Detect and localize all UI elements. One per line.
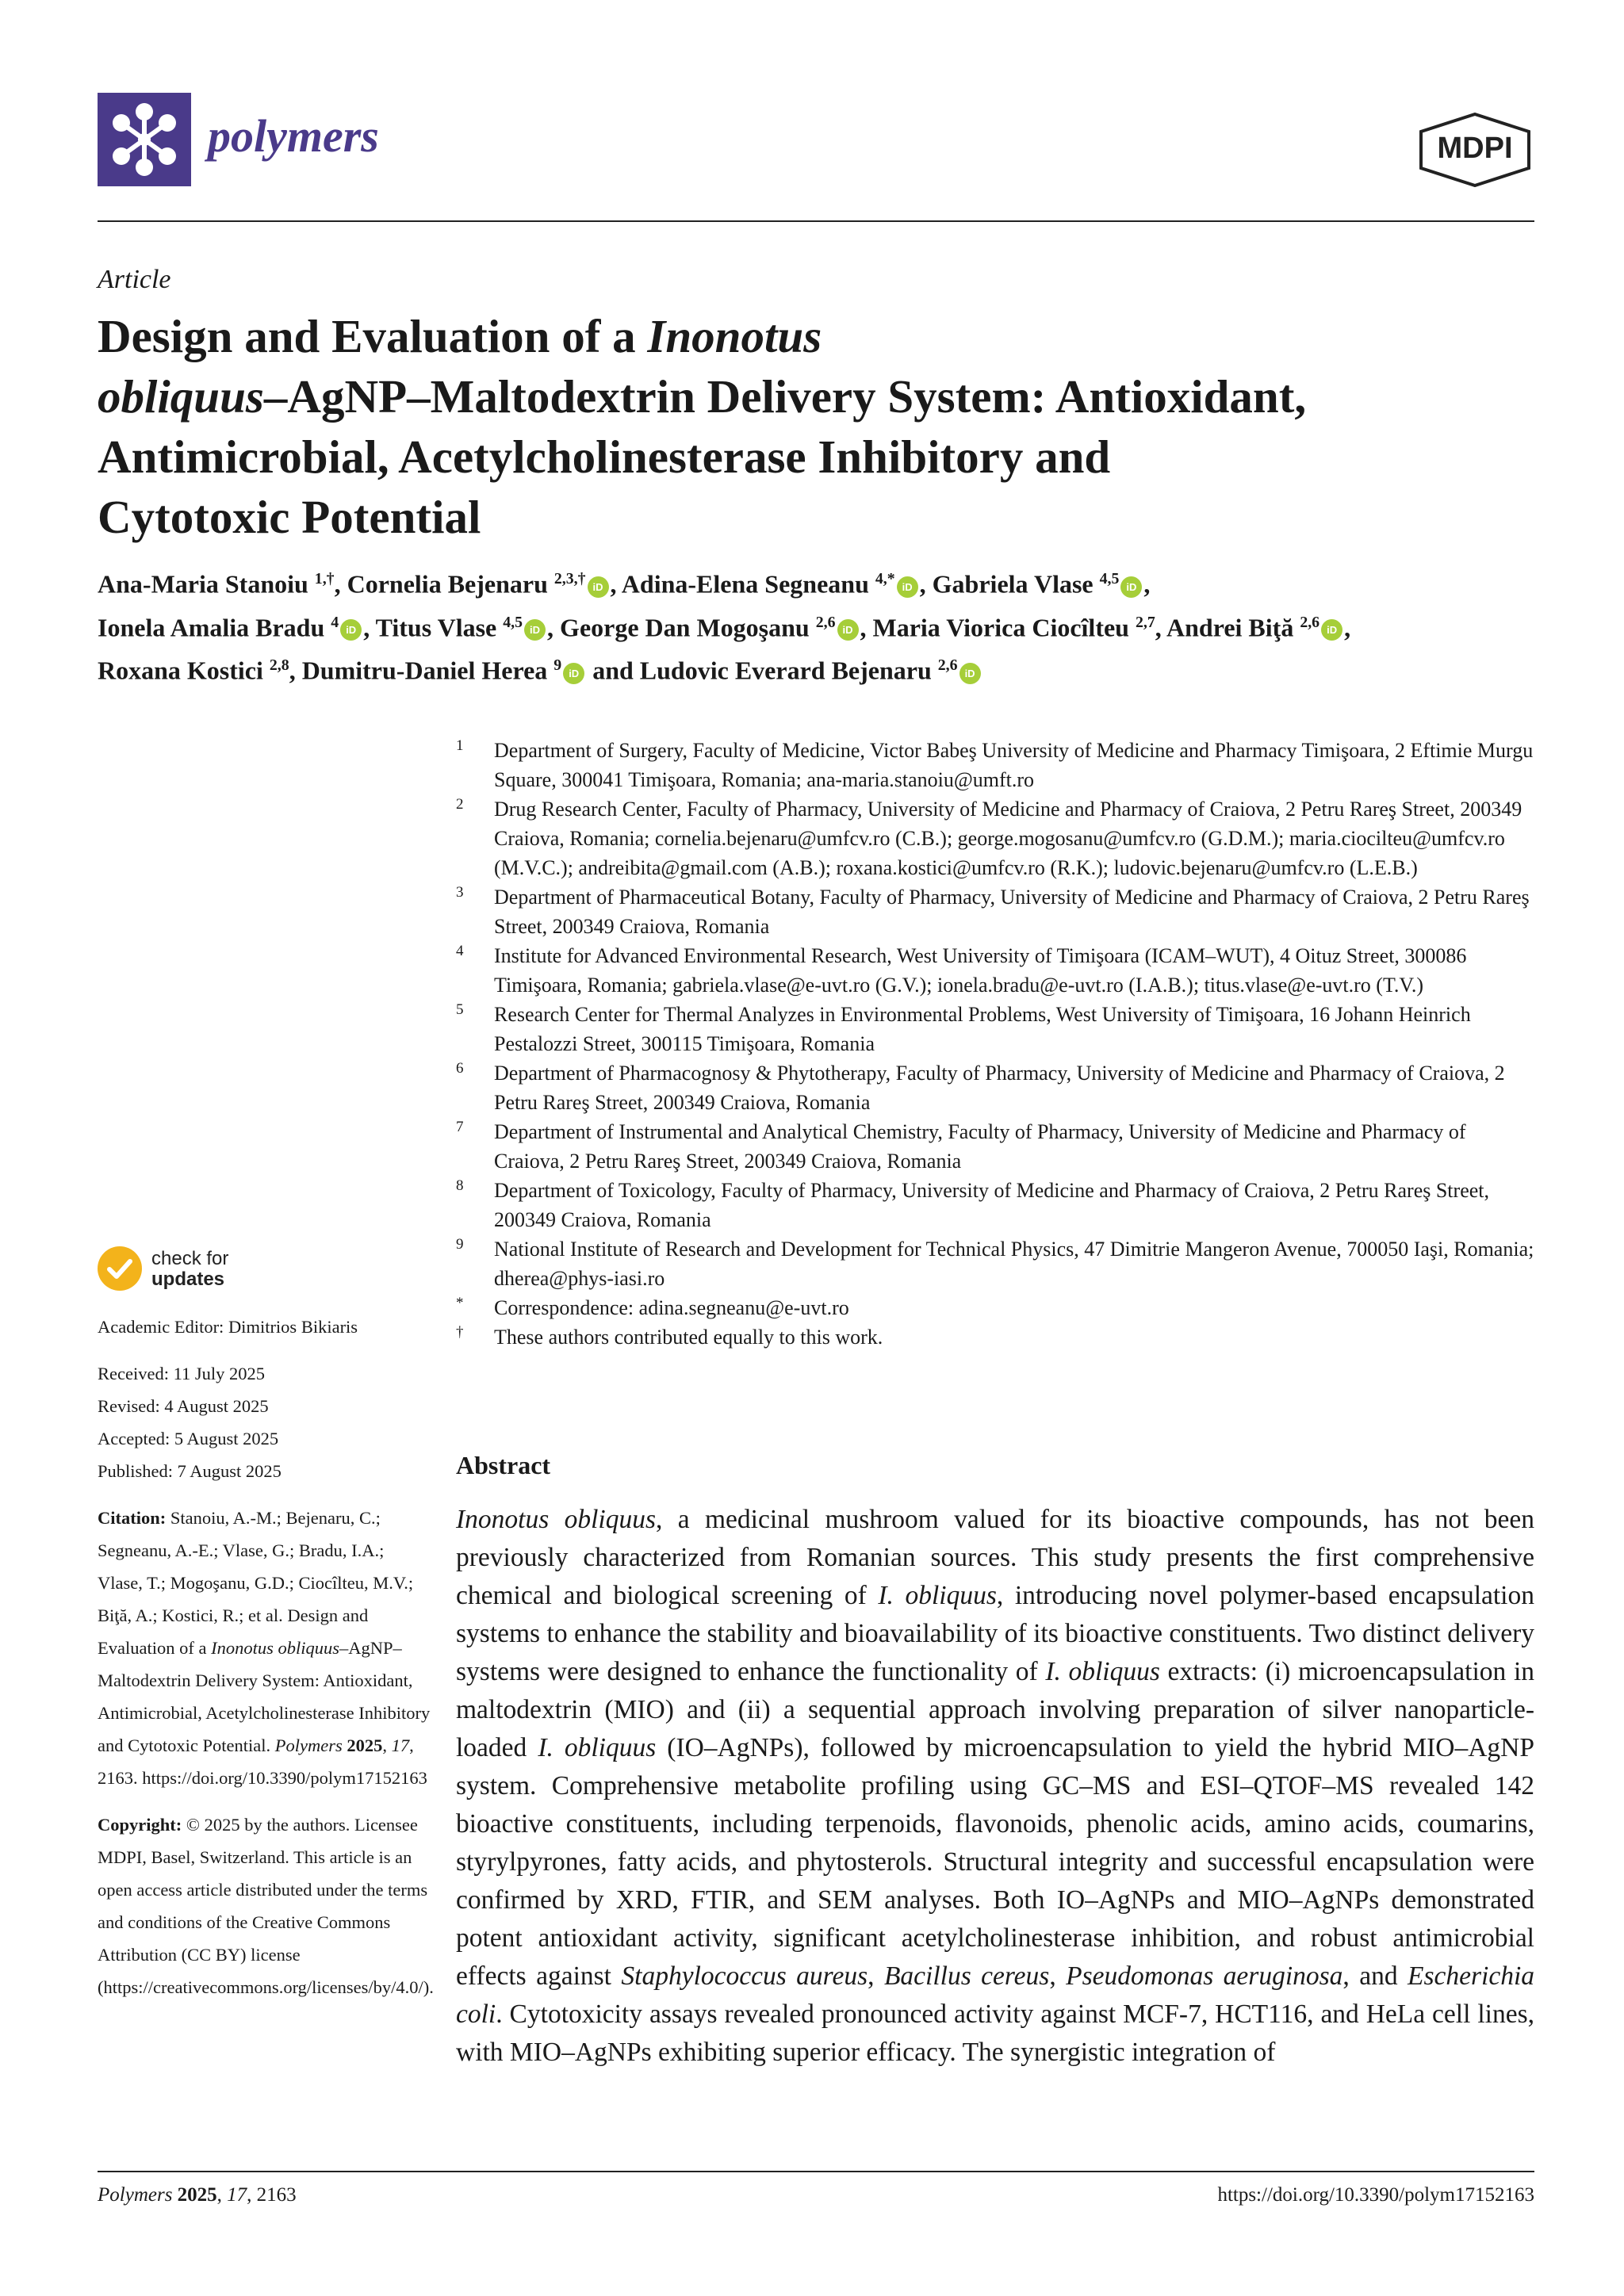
- orcid-icon[interactable]: iD: [340, 619, 362, 641]
- affiliation-text: Department of Surgery, Faculty of Medicine, Victor Babeş University of Medicine and Pharmacy Timişoara, 2 Eftimie Murgu Square, 300041 Timişoara, Romania; ana-maria.stanoiu@umft.ro: [494, 739, 1534, 791]
- citation-italic: Inonotus obliquus: [211, 1638, 339, 1658]
- author-name: George Dan Mogoşanu: [560, 613, 810, 642]
- citation-doi[interactable]: , 2163. https://doi.org/10.3390/polym17152163: [98, 1735, 427, 1788]
- author-affil-sup: 2,8: [269, 656, 289, 675]
- citation-block: Citation: Stanoiu, A.-M.; Bejenaru, C.; Segneanu, A.-E.; Vlase, G.; Bradu, I.A.; Vlase, T.; Mogoşanu, G.D.; Ciocîlteu, M.V.; Biţă, A.; Kostici, R.; et al. Design and Evaluation of a Inonotus obliquus–AgNP–Maltodextrin Delivery System: Antioxidant, Antimicrobial, Acetylcholinesterase Inhibitory and Cytotoxic Potential. Polymers 2025, 17, 2163. https://doi.org/10.3390/polym17152163: [98, 1508, 431, 1788]
- orcid-icon[interactable]: iD: [959, 663, 981, 684]
- author-affil-sup: 1,†: [314, 570, 335, 587]
- citation-volume: 17: [391, 1735, 410, 1755]
- date-revised: Revised: 4 August 2025: [98, 1396, 269, 1416]
- affiliation-item: [456, 1322, 1534, 1352]
- author-name: Gabriela Vlase: [932, 569, 1094, 599]
- footer-divider: [98, 2171, 1534, 2172]
- author-affil-sup: 4,5: [1099, 570, 1120, 587]
- header-divider: [98, 220, 1534, 222]
- footer-journal: Polymers: [98, 2184, 173, 2206]
- author-name: Andrei Biţă: [1166, 613, 1294, 642]
- species-name: Staphylococcus aureus: [621, 1961, 868, 1991]
- citation-text: –AgNP–Maltodextrin Delivery System: Antioxidant, Antimicrobial, Acetylcholinesterase Inhibitory and Cytotoxic Potential.: [98, 1638, 431, 1755]
- check-updates-label-bold: updates: [151, 1269, 225, 1290]
- affiliation-number: 9: [456, 1236, 464, 1253]
- abstract-text: extracts: (i) microencapsulation in maltodextrin (MIO) and (ii) a sequential approach involving preparation of silver nanoparticle-loaded: [456, 1657, 1534, 1762]
- affiliation-item: [456, 882, 1534, 941]
- affiliation-text: Research Center for Thermal Analyzes in Environmental Problems, West University of Timişoara, 16 Johann Heinrich Pestalozzi Street, 300115 Timişoara, Romania: [494, 1003, 1471, 1055]
- affiliation-text: Department of Instrumental and Analytical Chemistry, Faculty of Pharmacy, University of Medicine and Pharmacy of Craiova, 2 Petru Rareş Street, 200349 Craiova, Romania: [494, 1120, 1466, 1173]
- author-affil-sup: 9: [553, 656, 562, 675]
- affiliation-number: 5: [456, 1001, 464, 1018]
- orcid-icon[interactable]: iD: [897, 576, 918, 598]
- citation-year: 2025: [347, 1735, 383, 1755]
- abstract-text: ,: [868, 1961, 884, 1991]
- affiliation-text: Department of Pharmacognosy & Phytotherapy, Faculty of Pharmacy, University of Medicine and Pharmacy of Craiova, 2 Petru Rareş Street, 200349 Craiova, Romania: [494, 1062, 1505, 1114]
- abstract-text: ,: [1049, 1961, 1067, 1991]
- orcid-icon[interactable]: iD: [563, 663, 584, 684]
- polymers-logo-icon: [98, 93, 191, 186]
- author-name: Ludovic Everard Bejenaru: [639, 656, 932, 685]
- affiliation-item: [456, 1000, 1534, 1058]
- abstract-text: , and: [1342, 1961, 1408, 1991]
- affiliation-number: 1: [456, 737, 464, 754]
- footer-article-number: , 2163: [247, 2184, 297, 2206]
- article-sidebar: [98, 1311, 434, 2003]
- affiliation-text: National Institute of Research and Development for Technical Physics, 47 Dimitrie Mangeron Avenue, 700050 Iaşi, Romania; dherea@phys-iasi.ro: [494, 1238, 1534, 1290]
- affiliation-text: Department of Pharmaceutical Botany, Faculty of Pharmacy, University of Medicine and Pharmacy of Craiova, 2 Petru Rareş Street, 200349 Craiova, Romania: [494, 886, 1530, 938]
- journal-name: polymers: [208, 110, 379, 162]
- abstract-text: , a medicinal mushroom valued for its bioactive compounds, has not been previously characterized from Romanian sources. This study presents the first comprehensive chemical and biological screening of: [456, 1505, 1535, 1610]
- affiliation-item: [456, 794, 1534, 882]
- citation-journal: Polymers: [274, 1735, 343, 1755]
- affiliation-text: Drug Research Center, Faculty of Pharmacy, University of Medicine and Pharmacy of Craiova, 2 Petru Rareş Street, 200349 Craiova, Romania; cornelia.bejenaru@umfcv.ro (C.B.); george.mogosanu@umfcv.ro (G.D.M.); maria.ciocilteu@umfcv.ro (M.V.C.); andreibita@gmail.com (A.B.); roxana.kostici@umfcv.ro (R.K.); ludovic.bejenaru@umfcv.ro (L.E.B.): [494, 798, 1522, 879]
- species-name: I. obliquus: [878, 1581, 997, 1610]
- affiliation-number: *: [456, 1295, 464, 1311]
- author-name: Titus Vlase: [375, 613, 497, 642]
- author-name: Maria Viorica Ciocîlteu: [872, 613, 1129, 642]
- affiliation-number: 3: [456, 884, 464, 901]
- affiliations-list: [456, 736, 1534, 1352]
- copyright-block: [98, 1808, 434, 2003]
- article-title: [98, 306, 1509, 547]
- author-affil-sup: 2,7: [1135, 613, 1155, 631]
- title-part: Antimicrobial, Acetylcholinesterase Inhibitory and: [98, 430, 1111, 483]
- species-name: I. obliquus: [1045, 1657, 1160, 1686]
- affiliation-item: [456, 941, 1534, 1000]
- author-affil-sup: 2,6: [815, 613, 836, 631]
- affiliation-item: [456, 736, 1534, 794]
- species-name: I. obliquus: [538, 1733, 657, 1762]
- orcid-icon[interactable]: iD: [588, 576, 609, 598]
- date-published: Published: 7 August 2025: [98, 1461, 282, 1481]
- affiliation-item: [456, 1293, 1534, 1322]
- abstract-text: , introducing novel polymer-based encapsulation systems to enhance the stability and bioavailability of its bioactive constituents. Two distinct delivery systems were designed to enhance the functionality of: [456, 1581, 1534, 1686]
- abstract-text: (IO–AgNPs), followed by microencapsulation to yield the hybrid MIO–AgNP system. Comprehensive metabolite profiling using GC–MS and ESI–QTOF–MS revealed 142 bioactive constituents, including terpenoids, flavonoids, phenolic acids, amino acids, coumarins, styrylpyrones, fatty acids, and phytosterols. Structural integrity and successful encapsulation were confirmed by XRD, FTIR, and SEM analyses. Both IO–AgNPs and MIO–AgNPs demonstrated potent antioxidant activity, significant acetylcholinesterase inhibition, and robust antimicrobial effects against: [456, 1733, 1534, 1991]
- orcid-icon[interactable]: iD: [837, 619, 859, 641]
- check-updates-icon: [98, 1246, 142, 1291]
- abstract-heading: Abstract: [456, 1451, 551, 1479]
- affiliation-text: Institute for Advanced Environmental Research, West University of Timişoara (ICAM–WUT), 4 Oituz Street, 300086 Timişoara, Romania; gabriela.vlase@e-uvt.ro (G.V.); ionela.bradu@e-uvt.ro (I.A.B.); titus.vlase@e-uvt.ro (T.V.): [494, 944, 1467, 997]
- article-type: Article: [98, 265, 171, 294]
- journal-logo: [98, 93, 191, 186]
- publisher-logo: [1416, 113, 1534, 187]
- author-affil-sup: 2,6: [937, 656, 958, 675]
- author-affil-sup: 2,3,†: [553, 570, 586, 587]
- affiliation-text: These authors contributed equally to this work.: [494, 1326, 883, 1349]
- author-name: Roxana Kostici: [98, 656, 263, 685]
- citation-label: Citation:: [98, 1508, 167, 1528]
- title-part: Design and Evaluation of a: [98, 310, 648, 362]
- copyright-label: Copyright:: [98, 1815, 182, 1835]
- date-accepted: Accepted: 5 August 2025: [98, 1429, 279, 1448]
- affiliation-text: Department of Toxicology, Faculty of Pharmacy, University of Medicine and Pharmacy of Craiova, 2 Petru Rareş Street, 200349 Craiova, Romania: [494, 1179, 1489, 1231]
- orcid-icon[interactable]: iD: [1120, 576, 1142, 598]
- author-name: Adina-Elena Segneanu: [621, 569, 869, 599]
- author-affil-sup: 4,5: [503, 613, 523, 631]
- date-received: Received: 11 July 2025: [98, 1364, 266, 1383]
- author-name: Ana-Maria Stanoiu: [98, 569, 308, 599]
- author-affil-sup: 4: [331, 613, 339, 631]
- publisher-name: MDPI: [1437, 132, 1513, 165]
- affiliation-number: †: [456, 1324, 464, 1341]
- affiliation-number: 2: [456, 796, 464, 813]
- author-affil-sup: 2,6: [1300, 613, 1320, 631]
- academic-editor: Academic Editor: Dimitrios Bikiaris: [98, 1317, 358, 1337]
- affiliation-text: Correspondence: adina.segneanu@e-uvt.ro: [494, 1296, 849, 1319]
- footer-citation: Polymers 2025, 17, 2163: [98, 2184, 297, 2206]
- author-list: Ana-Maria Stanoiu $^{1,\dagger}$, Cornelia Bejenaru $^{2,3,\dagger}$ iD , Adina-Elena Segneanu $^{4,*}$ iD , Gabriela Vlase $^{4,5}$ iD , Ionela Amalia Bradu $^4$ iD , Titus Vlase $^{4,5}$ iD , George Dan Mogoşanu $^{2,6}$ iD , Maria Viorica Ciocîlteu $^{2,7}$, Andrei Biţă $^{2,6}$ iD , Roxana Kostici $^{2,8}$, Dumitru-Daniel Herea $^9$ iD and Ludovic Everard Bejenaru $^{2,6}$ iD: [98, 569, 1351, 685]
- copyright-text: © 2025 by the authors. Licensee MDPI, Basel, Switzerland. This article is an open access article distributed under the terms and conditions of the Creative Commons Attribution (CC BY) license (https://creativecommons.org/licenses/by/4.0/).: [98, 1815, 434, 1997]
- footer-volume: 17: [227, 2184, 247, 2206]
- footer-year: 2025: [177, 2184, 217, 2206]
- species-name: Inonotus obliquus: [456, 1505, 657, 1534]
- affiliation-item: [456, 1058, 1534, 1117]
- species-name: Bacillus cereus: [883, 1961, 1050, 1991]
- title-part: Cytotoxic Potential: [98, 491, 481, 543]
- affiliation-item: [456, 1234, 1534, 1293]
- dates-block: [98, 1357, 431, 1487]
- title-part-italic: Inonotus: [647, 310, 822, 362]
- author-affil-sup: 4,*: [875, 570, 895, 587]
- citation-text: Stanoiu, A.-M.; Bejenaru, C.; Segneanu, A.-E.; Vlase, G.; Bradu, I.A.; Vlase, T.; Mogoşanu, G.D.; Ciocîlteu, M.V.; Biţă, A.; Kostici, R.; et al. Design and Evaluation of a: [98, 1508, 414, 1658]
- affiliation-number: 6: [456, 1060, 464, 1077]
- species-name: Pseudomonas aeruginosa: [1066, 1961, 1343, 1991]
- check-for-updates-button[interactable]: [98, 1246, 256, 1294]
- author-name: Ionela Amalia Bradu: [98, 613, 325, 642]
- species-name: Escherichia coli: [456, 1961, 1535, 2029]
- abstract-text: . Cytotoxicity assays revealed pronounced activity against MCF-7, HCT116, and HeLa cell lines, with MIO–AgNPs exhibiting superior efficacy. The synergistic integration of: [456, 1999, 1534, 2067]
- affiliation-number: 7: [456, 1119, 464, 1135]
- affiliation-item: [456, 1176, 1534, 1234]
- author-name: Cornelia Bejenaru: [347, 569, 548, 599]
- affiliation-number: 4: [456, 943, 464, 959]
- affiliation-number: 8: [456, 1177, 464, 1194]
- orcid-icon[interactable]: iD: [524, 619, 546, 641]
- orcid-icon[interactable]: iD: [1321, 619, 1342, 641]
- footer-doi-link[interactable]: https://doi.org/10.3390/polym17152163: [1217, 2184, 1534, 2206]
- abstract-body: [456, 1501, 1534, 2072]
- author-name: Dumitru-Daniel Herea: [301, 656, 548, 685]
- check-updates-label: check for: [151, 1248, 229, 1269]
- title-part-italic: obliquus: [98, 370, 264, 423]
- title-part: –AgNP–Maltodextrin Delivery System: Antioxidant,: [263, 370, 1307, 423]
- affiliation-item: [456, 1117, 1534, 1176]
